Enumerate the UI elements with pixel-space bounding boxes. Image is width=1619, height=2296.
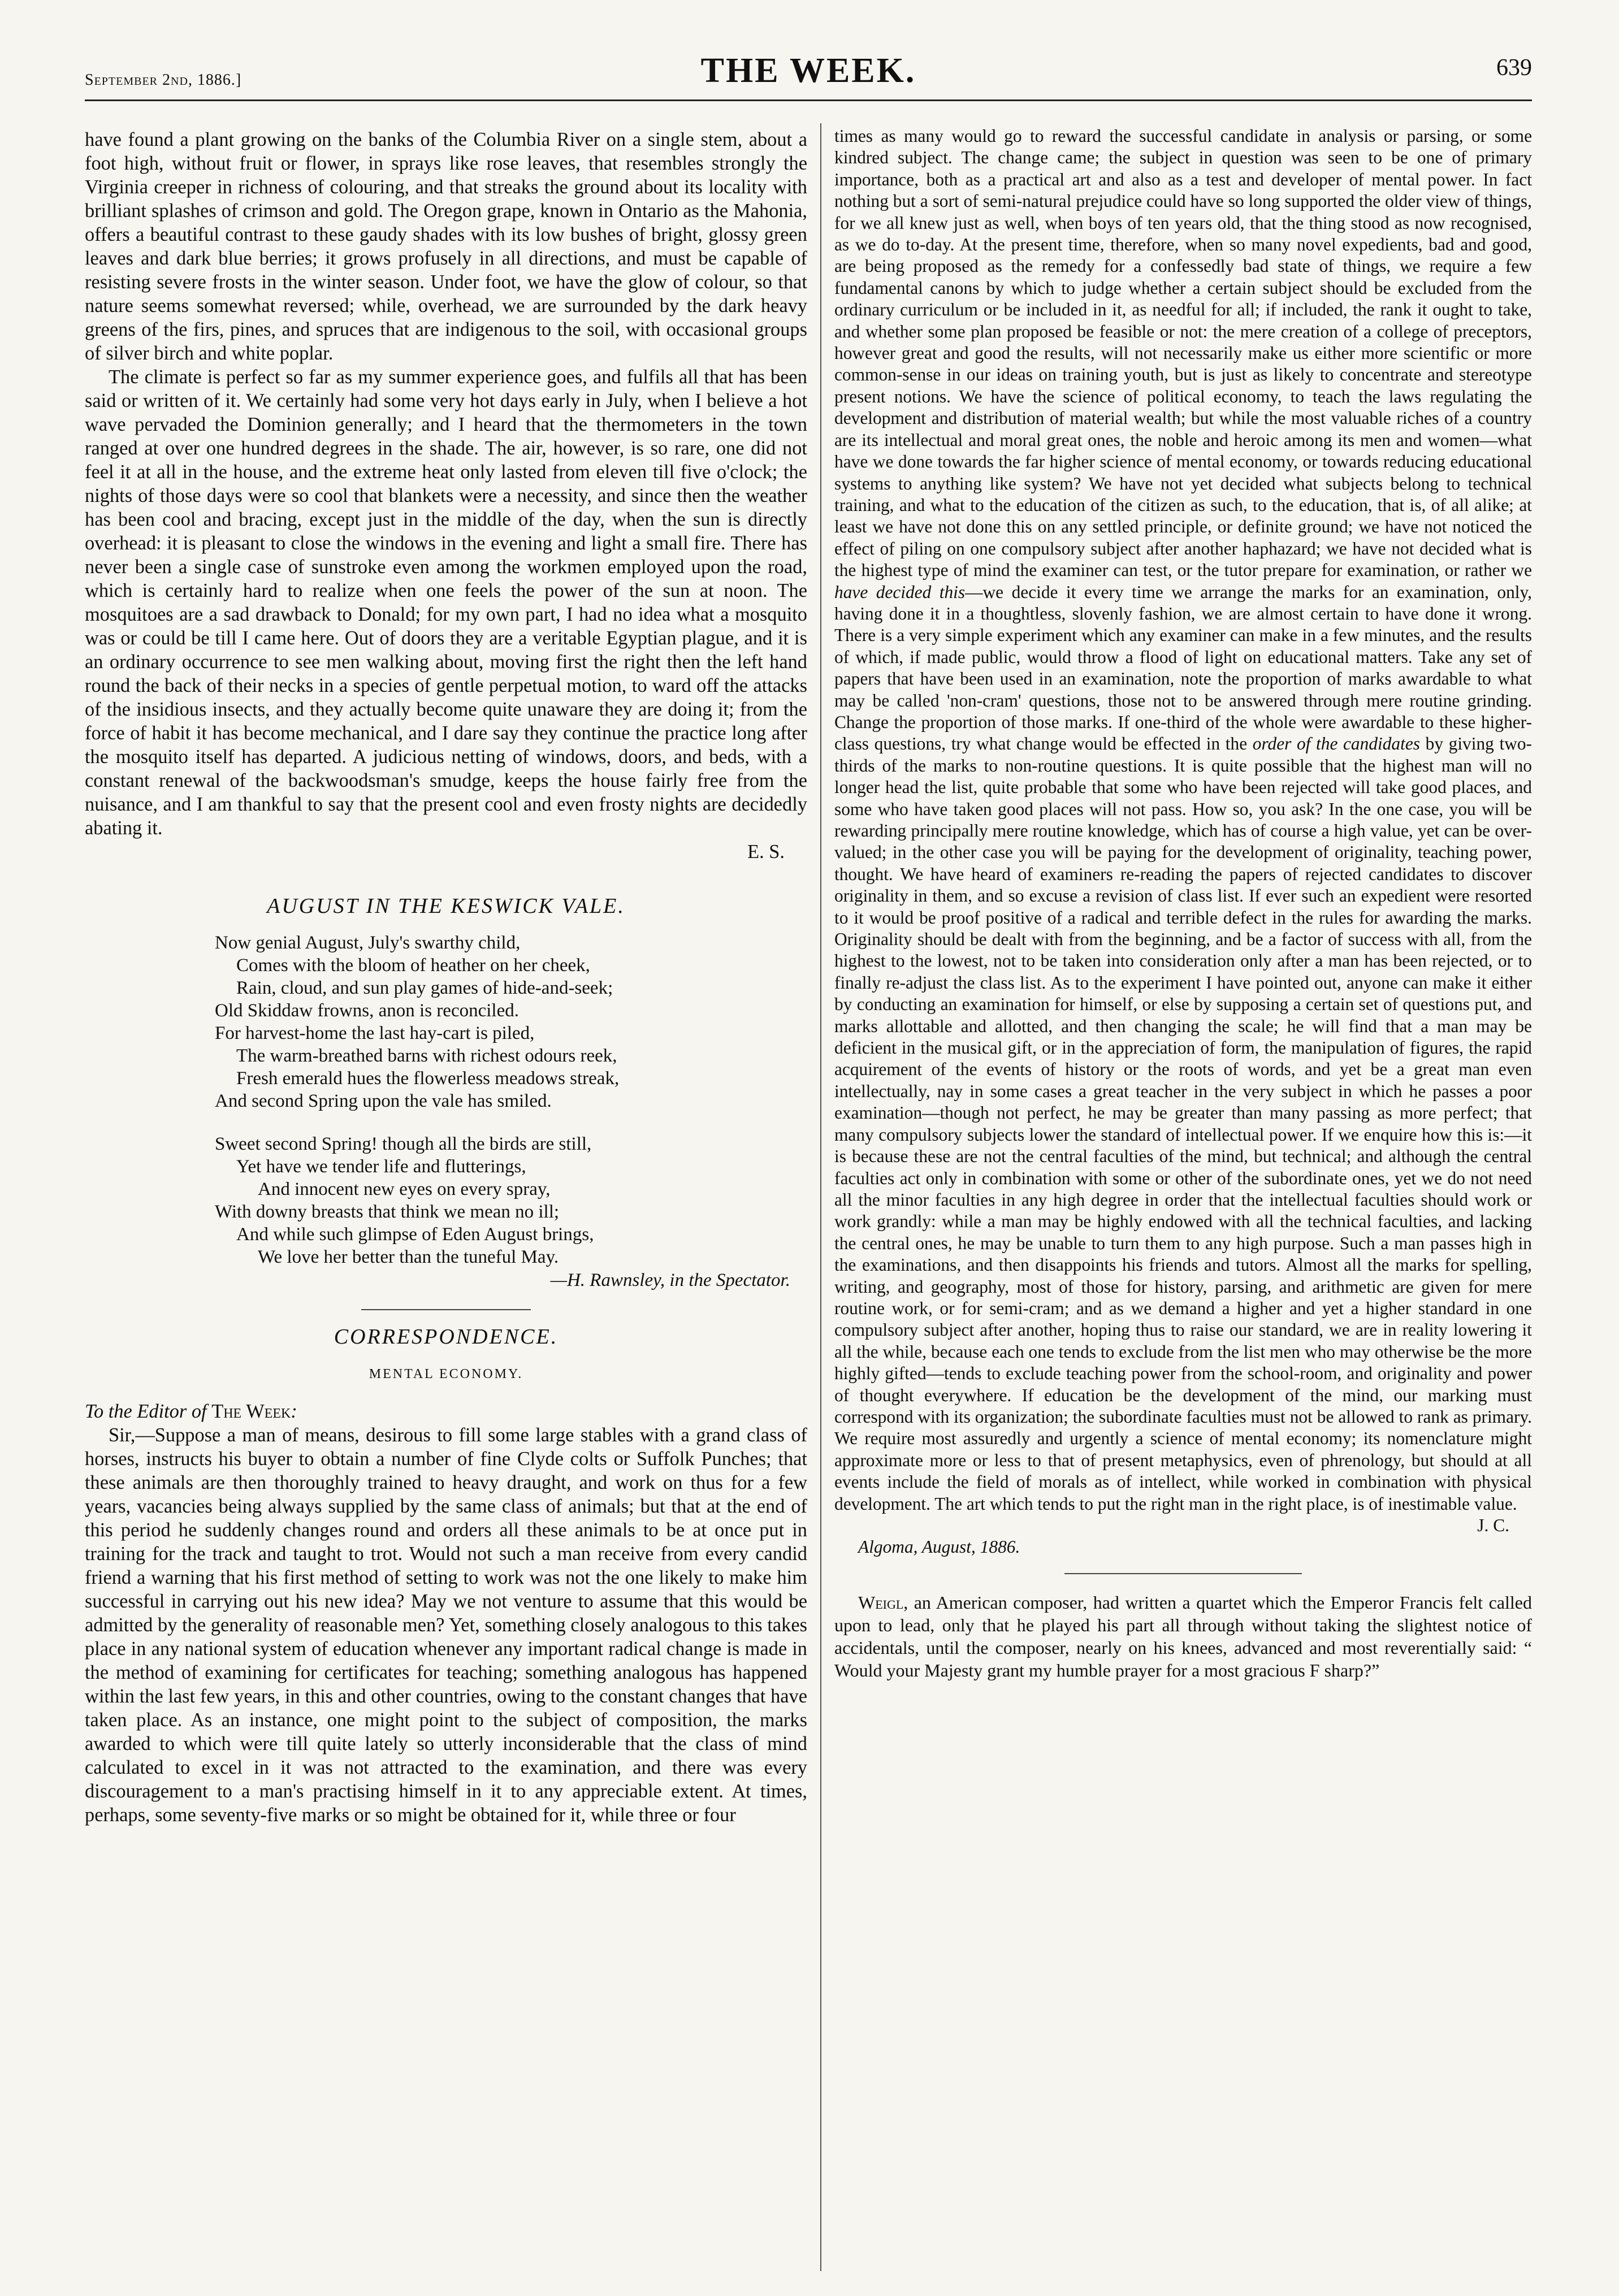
issue-date: September 2nd, 1886.]: [85, 71, 242, 89]
letter-text: by giving two-thirds of the marks to non-routine questions. It is quite possible that the highest man will no longer head the list, quite probable that some who have been rejected will take good places, and some who have taken good places will not pass. How so, you ask? In the one case, you will be rewarding principally mere routine knowledge, which has of course a high value, yet can be over-valued; in the other case you will be paying for the development of originality, teaching power, thought. We have heard of examiners re-reading the papers of rejected candidates to discover originality in them, and so excuse a revision of class list. If ever such an expedient were resorted to it would be proof positive of a radical and terrible defect in the rules for awarding the marks. Originality should be dealt with from the beginning, and be a factor of success with all, from the highest to the lowest, not to be taken into consideration only after a man has been rejected, or to finally re-adjust the class list. As to the experiment I have pointed out, anyone can make it either by conducting an examination for himself, or else by supposing a certain set of questions put, and marks allottable and allotted, and then changing the scale; he will find that a man may be deficient in the musical gift, or in the appreciation of form, the manipulation of figures, the rapid acquirement of the events of history or the roots of words, and yet be a great man even intellectually, nay in some cases a great teacher in the very subject in which he passes a poor examination—though not perfect, he may be greater than many passing as more perfect; that many compulsory subjects lower the standard of intellectual power. If we enquire how this is:—it is because these are not the central faculties of the mind, but technical; and although the central faculties act only in combination with some or other of the subordinate ones, yet we do not need all the minor faculties in any high degree in order that the intellectual faculties should work or work grandly: while a man may be highly endowed with all the technical faculties, and lacking the central ones, he may be unable to turn them to any high purpose. Such a man passes high in the examinations, and then disappoints his friends and tutors. Almost all the marks for spelling, writing, and geography, most of those for history, parsing, and arithmetic are given for mere routine work, or for semi-cram; and as we demand a higher and yet a higher standard in one compulsory subject after another, hoping thus to raise our standard, we are in reality lowering it all the while, because each one tends to exclude from the list men who may otherwise be the more highly gifted—tends to exclude teaching power from the school-room, and originality and power of thought everywhere. If education be the development of the mind, our marking must correspond with its organization; the subordinate faculties must not be allowed to rank as primary. We require most assuredly and urgently a science of mental economy; its nomenclature might approximate more or less to that of present metaphysics, even of phrenology, but should at all events include the field of morals as of intellect, while worked in combination with physical development. The art which tends to put the right man in the right place, is of inestimable value.: [834, 734, 1532, 1514]
poem-title: AUGUST IN THE KESWICK VALE.: [267, 894, 625, 918]
anecdote-paragraph: [834, 1591, 1532, 1682]
poem-line: With downy breasts that think we mean no ill;: [215, 1202, 560, 1222]
anecdote-name: Weigl: [858, 1592, 904, 1613]
salutation-prefix: To the Editor of: [85, 1401, 212, 1422]
anecdote-rule: [1064, 1573, 1302, 1574]
poem-credit: —H. Rawnsley, in the Spectator.: [550, 1270, 790, 1290]
poem-line: Yet have we tender life and flutterings,: [236, 1156, 526, 1177]
poem-line: We love her better than the tuneful May.: [258, 1247, 559, 1267]
letter-text: times as many would go to reward the successful candidate in analysis or parsing, or some kindred subject. The change came; the subject in question was seen to be one of primary importance, both as a practical art and also as a test and developer of mental power. In fact nothing but a sort of semi-natural prejudice could have so long supported the older view of things, for we all knew just as well, when boys of ten years old, that the thing stood as now recognised, as we do to-day. At the present time, therefore, when so many novel expedients, bad and good, are being proposed as the remedy for a confessedly bad state of things, we require a few fundamental canons by which to judge whether a certain subject should be excluded from the ordinary curriculum or be included in it, as needful for all; if included, the rank it ought to take, and whether some plan proposed be feasible or not: the mere creation of a college of preceptors, however great and good the results, will not necessarily make us either more scientific or more common-sense in our ideas on training youth, but is just as likely to concentrate and stereotype present notions. We have the science of political economy, to teach the laws regulating the development and distribution of material wealth; but while the most valuable riches of a country are its intellectual and moral great ones, the noble and heroic among its men and women—what have we done towards the far higher science of mental economy, or towards reducing educational systems to anything like system? We have not yet decided what subjects belong to technical training, and what to the education of the citizen as such, to the education, that is, of all alike; at least we have not done this on any settled principle, or definite ground; we have not noticed the effect of piling on one compulsory subject after another haphazard; we have not decided what is the highest type of mind the examiner can test, or the tutor prepare for examination, or rather we: [834, 126, 1532, 581]
letter-subheading: MENTAL ECONOMY.: [369, 1367, 523, 1381]
letter-text: —we decide it every time we arrange the marks for an examination, only, having done it in a thoughtless, slovenly fashion, we are almost certain to have done it wrong. There is a very simple experiment which any examiner can make in a few minutes, and the results of which, if made public, would throw a flood of light on educational matters. Take any set of papers that have been used in an examination, note the proportion of marks awardable to what may be called 'non-cram' questions, those not to be answered through mere routine grinding. Change the proportion of those marks. If one-third of the whole were awardable to these higher-class questions, try what change would be effected in the: [834, 582, 1532, 754]
page-number: 639: [1496, 55, 1532, 81]
poem-line: For harvest-home the last hay-cart is piled,: [215, 1023, 535, 1043]
poem: [215, 932, 807, 1268]
anecdote-text: , an American composer, had written a quartet which the Emperor Francis felt called upon to lead, only that he played his part all through without taking the slightest notice of accidentals, until the composer, nearly on his knees, advanced and most reverentially said: “ Would your Majesty grant my humble prayer for a most gracious F sharp?”: [834, 1592, 1532, 1680]
masthead-title: THE WEEK.: [700, 51, 916, 90]
poem-line: The warm-breathed barns with richest odours reek,: [236, 1046, 617, 1066]
poem-line: Old Skiddaw frowns, anon is reconciled.: [215, 1000, 519, 1021]
stanza-gap: [215, 1112, 807, 1133]
page-header: [85, 47, 1532, 90]
salutation-line: [85, 1400, 807, 1423]
poem-line: And while such glimpse of Eden August brings,: [236, 1224, 594, 1245]
letter-continuation: [834, 125, 1532, 1515]
poem-line: Fresh emerald hues the flowerless meadows streak,: [236, 1068, 620, 1089]
climate-paragraph: The climate is perfect so far as my summer experience goes, and fulfils all that has been said or written of it. We certainly had some very hot days early in July, when I believe a hot wave pervaded the Dominion generally; and I heard that the thermometers in the town ranged at over one hundred degrees in the shade. The air, however, is so rare, one did not feel it at all in the house, and the extreme heat only lasted from eleven till five o'clock; the nights of those days were so cool that blankets were a necessity, and since then the weather has been cool and bracing, except just in the middle of the day, when the sun is directly overhead: it is pleasant to close the windows in the evening and light a small fire. There has never been a single case of sunstroke even among the workmen employed upon the road, which is certainly hard to realize when one feels the power of the sun at noon. The mosquitoes are a sad drawback to Donald; for my own part, I had no idea what a mosquito was or could be till I came here. Out of doors they are a veritable Egyptian plague, and it is an ordinary occurrence to see men walking about, moving first the right then the left hand round the back of their necks in a species of gentle perpetual motion, to ward off the attacks of the insidious insects, and they actually become quite unaware they are doing it; from the force of habit it has become mechanical, and I dare say they continue the practice long after the mosquito itself has departed. A judicious netting of windows, doors, and beds, with a constant renewal of the backwoodsman's smudge, keeps the house fairly free from the nuisance, and I am thankful to say that the present cool and even frosty nights are decidedly abating it.: [85, 366, 807, 839]
section-rule: [361, 1309, 531, 1310]
article-signature: E. S.: [747, 841, 785, 863]
poem-line: And second Spring upon the vale has smiled.: [215, 1091, 552, 1111]
left-column: [85, 128, 807, 2276]
header-rule: [85, 99, 1532, 101]
column-divider: [820, 123, 821, 2271]
article-continuation-paragraph: have found a plant growing on the banks of the Columbia River on a single stem, about a foot high, without fruit or flower, in sprays like rose leaves, that resembles strongly the Virginia creeper in richness of colouring, and that streaks the ground about its locality with brilliant splashes of crimson and gold. The Oregon grape, known in Ontario as the Mahonia, offers a beautiful contrast to these gaudy shades with its low bushes of bright, glossy green leaves and dark blue berries; it grows profusely in all directions, and must be capable of resisting severe frosts in the winter season. Under foot, we have the glow of colour, so that nature seems somewhat reversed; while, overhead, we are surrounded by the dark heavy greens of the firs, pines, and spruces that are indigenous to the soil, with occasional groups of silver birch and white poplar.: [85, 129, 807, 364]
poem-line: Rain, cloud, and sun play games of hide-and-seek;: [236, 978, 613, 998]
poem-line: Sweet second Spring! though all the birds are still,: [215, 1134, 592, 1154]
poem-line: Comes with the bloom of heather on her cheek,: [236, 955, 590, 976]
letter-body: Sir,—Suppose a man of means, desirous to fill some large stables with a grand class of horses, instructs his buyer to obtain a number of fine Clyde colts or Suffolk Punches; that these animals are then thoroughly trained to heavy draught, and work on thus for a few years, vacancies being always supplied by the same class of animals; but that at the end of this period he suddenly changes round and orders all these animals to be at once put in training for the track and taught to trot. Would not such a man receive from every candid friend a warning that his first method of setting to work was not the one likely to make him successful in carrying out his new idea? May we not venture to assume that this would be admitted by the generality of reasonable men? Yet, something closely analogous to this takes place in any national system of education whenever any important radical change is made in the method of examining for certificates for teaching; something analogous has happened within the last few years, in this and other countries, owing to the constant changes that have taken place. As an instance, one might point to the subject of composition, the marks awarded to which were till quite lately so utterly inconsiderable that the class of mind calculated to excel in it was not attracted to the examination, and there was every discouragement to a man's practising himself in it to any appreciable extent. At times, perhaps, some seventy-five marks or so might be obtained for it, while three or four: [85, 1424, 807, 1826]
letter-emphasis: have decided this: [834, 582, 966, 602]
poem-line: Now genial August, July's swarthy child,: [215, 933, 521, 953]
right-column: [834, 125, 1532, 2273]
letter-signature: J. C.: [1477, 1515, 1509, 1535]
letter-place-date: Algoma, August, 1886.: [858, 1537, 1020, 1557]
letter-emphasis: order of the candidates: [1252, 734, 1420, 754]
correspondence-heading: CORRESPONDENCE.: [334, 1325, 559, 1349]
salutation-suffix: :: [291, 1401, 297, 1422]
poem-line: And innocent new eyes on every spray,: [258, 1179, 551, 1199]
salutation-publication: The Week: [211, 1401, 291, 1422]
